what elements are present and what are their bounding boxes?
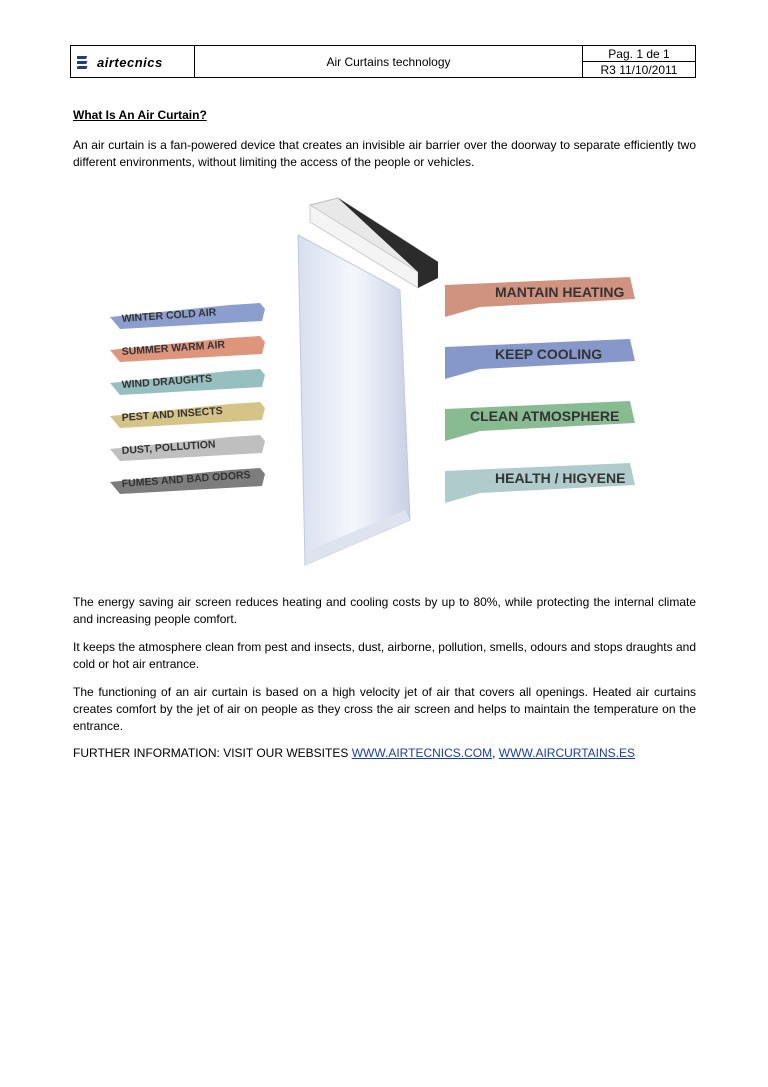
left-ribbon bbox=[110, 402, 265, 428]
left-ribbons bbox=[110, 303, 265, 494]
logo-cell bbox=[71, 46, 195, 77]
right-ribbon bbox=[445, 277, 635, 317]
logo-text: airtecnics bbox=[96, 54, 163, 70]
right-ribbon-label: KEEP COOLING bbox=[495, 346, 603, 362]
left-ribbon bbox=[110, 303, 265, 329]
right-ribbon bbox=[445, 339, 635, 379]
left-ribbon-label: PEST AND INSECTS bbox=[121, 404, 224, 424]
link-aircurtains[interactable]: WWW.AIRCURTAINS.ES bbox=[498, 746, 636, 760]
further-prefix: FURTHER INFORMATION: VISIT OUR WEBSITES bbox=[73, 746, 352, 760]
functioning-paragraph: The functioning of an air curtain is based on a high velocity jet of air that covers all openings. Heated air curtains creates comfort by the jet of air on people as they cross the air screen and helps to maintain the temperature on the entrance. bbox=[73, 685, 696, 733]
right-ribbons bbox=[445, 277, 635, 503]
document-header bbox=[70, 45, 696, 78]
section-heading: What Is An Air Curtain? bbox=[73, 108, 207, 122]
link-airtecnics[interactable]: WWW.AIRTECNICS.COM bbox=[351, 746, 493, 760]
right-ribbon-label: CLEAN ATMOSPHERE bbox=[470, 408, 620, 424]
left-ribbon bbox=[110, 468, 265, 494]
left-ribbon bbox=[110, 369, 265, 395]
left-ribbon-label: FUMES AND BAD ODORS bbox=[121, 469, 252, 490]
header-meta bbox=[583, 46, 695, 77]
header-title: Air Curtains technology bbox=[195, 46, 583, 77]
left-ribbon-label: WIND DRAUGHTS bbox=[121, 372, 213, 391]
right-ribbon bbox=[445, 463, 635, 503]
air-barrier-panel bbox=[298, 235, 410, 565]
link-separator: , bbox=[492, 746, 499, 760]
airtecnics-logo bbox=[77, 51, 189, 73]
left-ribbon bbox=[110, 336, 265, 362]
atmosphere-paragraph: It keeps the atmosphere clean from pest and insects, dust, airborne, pollution, smells, odours and stops draughts and cold or hot air entrance. bbox=[73, 640, 696, 671]
further-information bbox=[73, 745, 696, 762]
left-ribbon bbox=[110, 435, 265, 461]
right-ribbon bbox=[445, 401, 635, 441]
left-ribbon-label: WINTER COLD AIR bbox=[121, 306, 217, 325]
page-number: Pag. 1 de 1 bbox=[583, 46, 695, 62]
left-ribbon-label: SUMMER WARM AIR bbox=[121, 338, 226, 358]
right-ribbon-label: MANTAIN HEATING bbox=[495, 284, 625, 300]
intro-paragraph: An air curtain is a fan-powered device that creates an invisible air barrier over the doorway to separate efficiently two different environments, without limiting the access of the people or vehicles. bbox=[73, 138, 696, 169]
left-ribbon-label: DUST, POLLUTION bbox=[121, 438, 216, 457]
right-ribbon-label: HEALTH / HIGYENE bbox=[495, 470, 626, 486]
revision-date: R3 11/10/2011 bbox=[600, 62, 678, 77]
air-curtain-illustration bbox=[100, 190, 660, 585]
energy-paragraph: The energy saving air screen reduces heating and cooling costs by up to 80%, while protecting the internal climate and increasing people comfort. bbox=[73, 595, 696, 626]
